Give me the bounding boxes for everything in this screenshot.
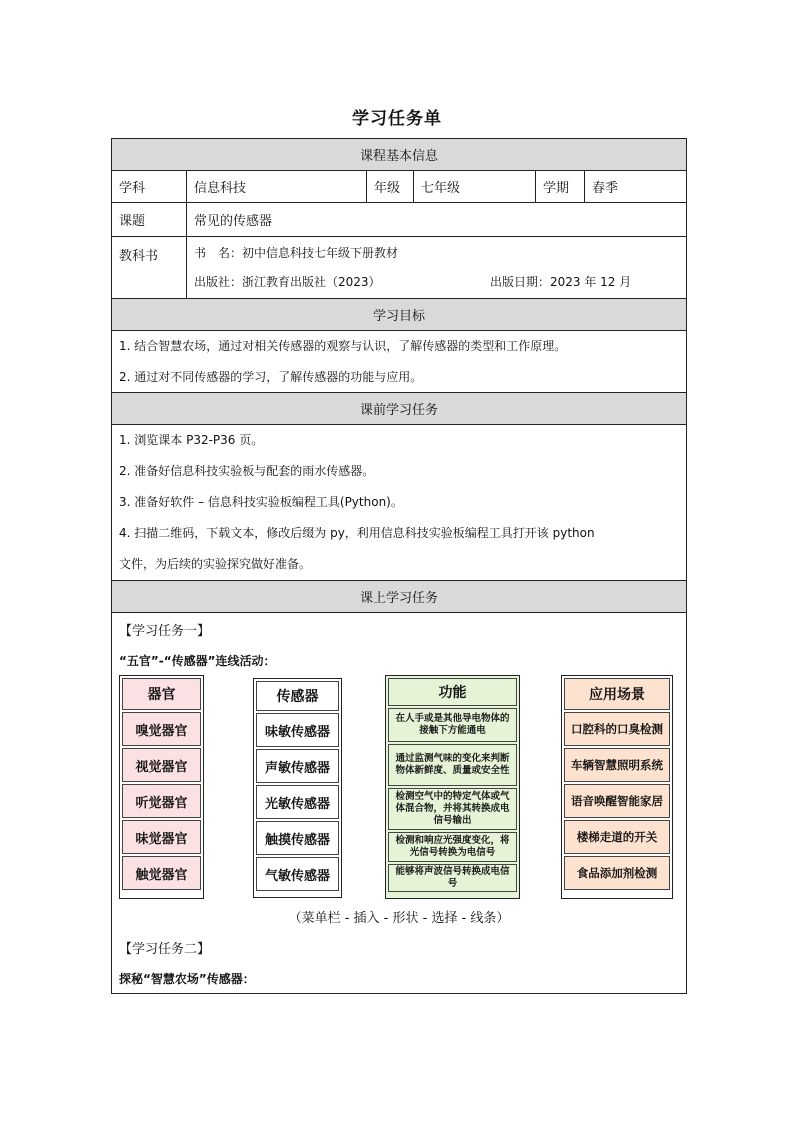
textbook-row xyxy=(112,237,686,299)
section-in-class-header: 课上学习任务 xyxy=(112,581,686,613)
goals-list xyxy=(112,331,686,393)
drawing-hint: （菜单栏 - 插入 - 形状 - 选择 - 线条） xyxy=(288,910,510,926)
goal-item: 1. 结合智慧农场，通过对相关传感器的观察与认识，了解传感器的类型和工作原理。 xyxy=(119,339,567,353)
organ-item[interactable]: 视觉器官 xyxy=(122,748,201,782)
book-name: 书 名：初中信息科技七年级下册教材 xyxy=(194,245,399,260)
function-item[interactable]: 通过监测气味的变化来判断物体新鲜度、质量或安全性 xyxy=(388,744,517,786)
matching-diagram xyxy=(119,675,679,901)
sensor-item[interactable]: 声敏传感器 xyxy=(256,749,339,783)
course-info-row xyxy=(112,171,686,203)
publisher-line xyxy=(194,268,679,297)
function-item[interactable]: 检测空气中的特定气体或气体混合物，并将其转换成电信号输出 xyxy=(388,788,517,830)
scene-item[interactable]: 语音唤醒智能家居 xyxy=(564,784,670,818)
sensor-item[interactable]: 光敏传感器 xyxy=(256,785,339,819)
section-pre-class-header: 课前学习任务 xyxy=(112,393,686,425)
textbook-details xyxy=(187,237,686,298)
section-goals-header: 学习目标 xyxy=(112,299,686,331)
scene-item[interactable]: 口腔科的口臭检测 xyxy=(564,712,670,746)
in-class-content xyxy=(112,613,686,993)
sensors-column xyxy=(253,678,342,898)
textbook-label: 教科书 xyxy=(112,237,187,298)
scene-item[interactable]: 食品添加剂检测 xyxy=(564,856,670,890)
organs-column xyxy=(119,675,204,899)
topic-value: 常见的传感器 xyxy=(194,214,273,229)
task2-subtitle: 探秘“智慧农场”传感器： xyxy=(119,971,255,986)
pre-class-list xyxy=(112,425,686,581)
scenes-header: 应用场景 xyxy=(564,678,670,710)
organ-item[interactable]: 听觉器官 xyxy=(122,784,201,818)
task2-title: 【学习任务二】 xyxy=(119,941,211,957)
pre-class-item: 1. 浏览课本 P32-P36 页。 xyxy=(119,433,264,447)
organ-item[interactable]: 味觉器官 xyxy=(122,820,201,854)
page-title: 学习任务单 xyxy=(352,109,442,129)
function-item[interactable]: 检测和响应光强度变化，将光信号转换为电信号 xyxy=(388,832,517,862)
scene-item[interactable]: 车辆智慧照明系统 xyxy=(564,748,670,782)
function-item[interactable]: 在人手或是其他导电物体的接触下方能通电 xyxy=(388,708,517,742)
organ-item[interactable]: 嗅觉器官 xyxy=(122,712,201,746)
subject-label: 学科 xyxy=(112,171,187,202)
term-value: 春季 xyxy=(592,181,619,196)
section-course-info-header: 课程基本信息 xyxy=(112,139,686,171)
task1-subtitle: “五官”-“传感器”连线活动： xyxy=(119,653,276,668)
sensors-header: 传感器 xyxy=(256,681,339,711)
scene-item[interactable]: 楼梯走道的开关 xyxy=(564,820,670,854)
pre-class-item: 3. 准备好软件 – 信息科技实验板编程工具(Python)。 xyxy=(119,495,403,509)
sensor-item[interactable]: 气敏传感器 xyxy=(256,857,339,891)
pre-class-item: 4. 扫描二维码，下载文本，修改后缀为 py，利用信息科技实验板编程工具打开该 python xyxy=(119,526,595,540)
pre-class-item: 文件，为后续的实验探究做好准备。 xyxy=(119,557,312,571)
publisher: 出版社：浙江教育出版社（2023） xyxy=(194,274,381,289)
subject-value: 信息科技 xyxy=(187,171,367,202)
sensor-item[interactable]: 味敏传感器 xyxy=(256,713,339,747)
sensor-item[interactable]: 触摸传感器 xyxy=(256,821,339,855)
functions-header: 功能 xyxy=(388,678,517,706)
task1-title: 【学习任务一】 xyxy=(119,623,211,639)
organs-header: 器官 xyxy=(122,678,201,710)
scenes-column xyxy=(561,675,673,899)
organ-item[interactable]: 触觉器官 xyxy=(122,856,201,890)
topic-row xyxy=(112,203,686,237)
function-item[interactable]: 能够将声波信号转换成电信号 xyxy=(388,864,517,892)
goal-item: 2. 通过对不同传感器的学习，了解传感器的功能与应用。 xyxy=(119,370,423,384)
topic-label: 课题 xyxy=(112,203,187,236)
task-sheet-table xyxy=(111,138,687,994)
grade-label: 年级 xyxy=(367,171,414,202)
grade-value: 七年级 xyxy=(414,171,536,202)
publish-date: 出版日期：2023 年 12 月 xyxy=(490,274,632,289)
functions-column xyxy=(385,675,520,899)
term-label: 学期 xyxy=(536,171,585,202)
pre-class-item: 2. 准备好信息科技实验板与配套的雨水传感器。 xyxy=(119,464,375,478)
